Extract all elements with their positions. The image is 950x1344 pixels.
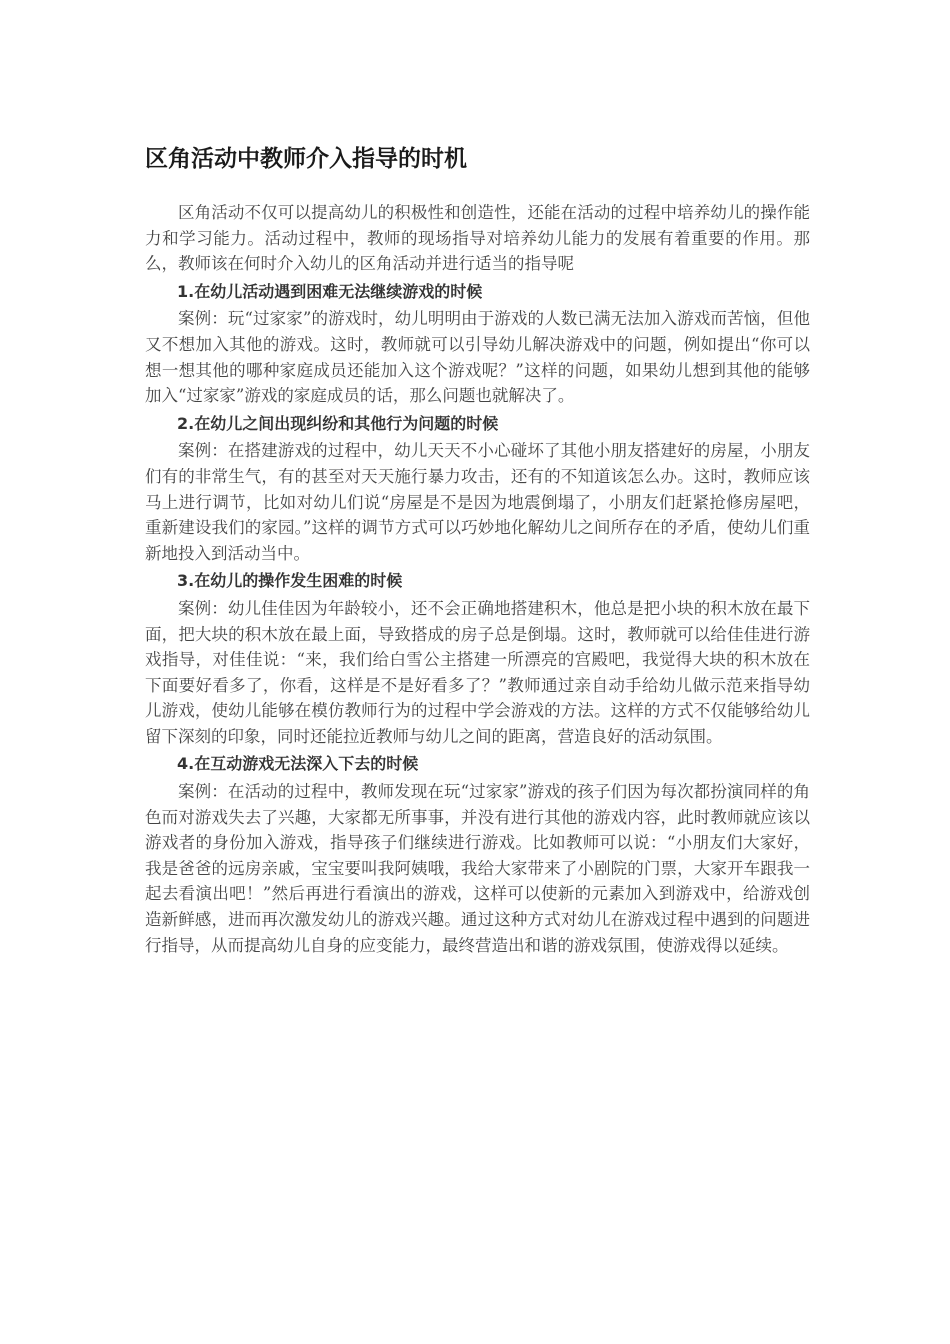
section-3 [145,568,810,749]
section-heading: 4.在互动游戏无法深入下去的时候 [177,754,419,774]
section-body: 案例：玩“过家家”的游戏时，幼儿明明由于游戏的人数已满无法加入游戏而苦恼，但他又不想加入其他的游戏。这时，教师就可以引导幼儿解决游戏中的问题，例如提出“你可以想一想其他的哪种家庭成员还能加入这个游戏呢？”这样的问题，如果幼儿想到其他的能够加入“过家家”游戏的家庭成员的话，那么问题也就解决了。 [145,309,810,406]
section-body: 案例：幼儿佳佳因为年龄较小，还不会正确地搭建积木，他总是把小块的积木放在最下面，把大块的积木放在最上面，导致搭成的房子总是倒塌。这时，教师就可以给佳佳进行游戏指导，对佳佳说：“来，我们给白雪公主搭建一所漂亮的宫殿吧，我觉得大块的积木放在下面要好看多了，你看，这样是不是好看多了？”教师通过亲自动手给幼儿做示范来指导幼儿游戏，使幼儿能够在模仿教师行为的过程中学会游戏的方法。这样的方式不仅能够给幼儿留下深刻的印象，同时还能拉近教师与幼儿之间的距离，营造良好的活动氛围。 [145,598,810,746]
section-4 [145,751,810,958]
document-title: 区角活动中教师介入指导的时机 [145,146,467,172]
section-heading: 3.在幼儿的操作发生困难的时候 [177,571,403,591]
section-body: 案例：在活动的过程中，教师发现在玩“过家家”游戏的孩子们因为每次都扮演同样的角色而对游戏失去了兴趣，大家都无所事事，并没有进行其他的游戏内容，此时教师就应该以游戏者的身份加入游戏，指导孩子们继续进行游戏。比如教师可以说：“小朋友们大家好，我是爸爸的远房亲戚，宝宝要叫我阿姨哦，我给大家带来了小剧院的门票，大家开车跟我一起去看演出吧！”然后再进行看演出的游戏，这样可以使新的元素加入到游戏中，给游戏创造新鲜感，进而再次激发幼儿的游戏兴趣。通过这种方式对幼儿在游戏过程中遇到的问题进行指导，从而提高幼儿自身的应变能力，最终营造出和谐的游戏氛围，使游戏得以延续。 [145,782,810,955]
intro-paragraph: 区角活动不仅可以提高幼儿的积极性和创造性，还能在活动的过程中培养幼儿的操作能力和学习能力。活动过程中，教师的现场指导对培养幼儿能力的发展有着重要的作用。那么，教师该在何时介入幼儿的区角活动并进行适当的指导呢 [145,203,810,274]
section-2 [145,411,810,567]
section-body: 案例：在搭建游戏的过程中，幼儿天天不小心碰坏了其他小朋友搭建好的房屋，小朋友们有的非常生气，有的甚至对天天施行暴力攻击，还有的不知道该怎么办。这时，教师应该马上进行调节，比如对幼儿们说“房屋是不是因为地震倒塌了，小朋友们赶紧抢修房屋吧，重新建设我们的家园。”这样的调节方式可以巧妙地化解幼儿之间所存在的矛盾，使幼儿们重新地投入到活动当中。 [145,441,810,563]
section-heading: 2.在幼儿之间出现纠纷和其他行为问题的时候 [177,413,499,433]
section-1 [145,279,810,409]
section-heading: 1.在幼儿活动遇到困难无法继续游戏的时候 [177,281,483,301]
document-page [145,142,810,958]
